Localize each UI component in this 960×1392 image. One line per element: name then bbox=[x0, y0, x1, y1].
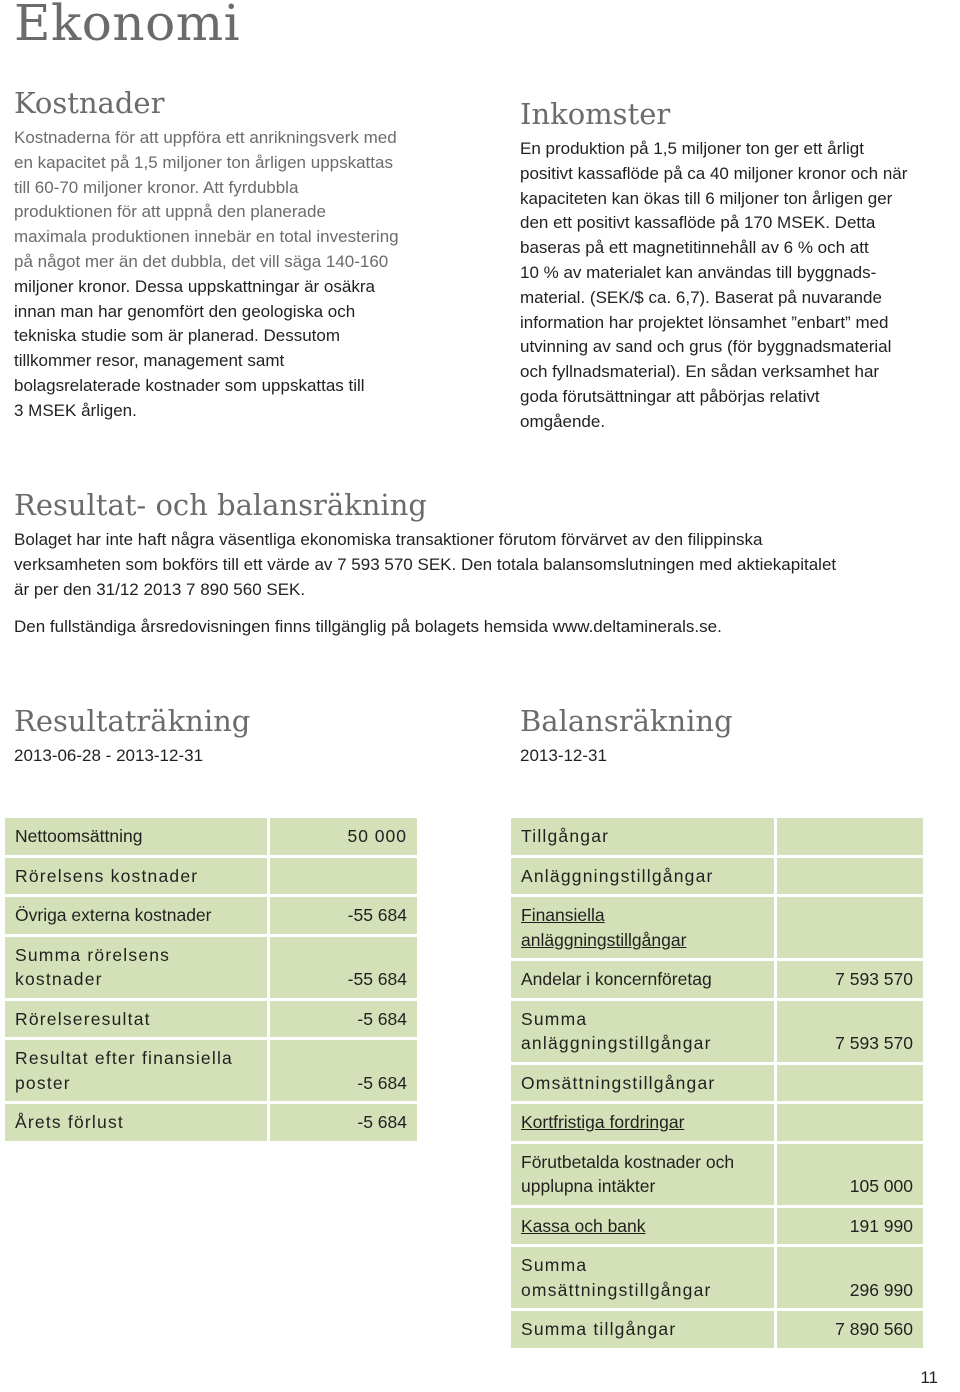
inkomster-text bbox=[520, 137, 960, 435]
text-line: goda förutsättningar att påbörjas relativt bbox=[520, 386, 820, 406]
text-line: 10 % av materialet kan användas till byggnads- bbox=[520, 262, 877, 282]
table-row bbox=[511, 858, 923, 895]
row-value: -55 684 bbox=[270, 937, 417, 998]
row-label: Övriga externa kostnader bbox=[5, 897, 267, 934]
text-line: material. (SEK/$ ca. 6,7). Baserat på nuvarande bbox=[520, 287, 882, 307]
row-label-text: Kassa och bank bbox=[521, 1215, 646, 1236]
table-row bbox=[511, 1208, 923, 1245]
row-value: -5 684 bbox=[270, 1104, 417, 1141]
row-label: Tillgångar bbox=[511, 818, 774, 855]
row-value bbox=[777, 818, 924, 855]
row-value bbox=[777, 897, 924, 958]
table-row bbox=[511, 818, 923, 855]
text-line: en kapacitet på 1,5 miljoner ton årligen uppskattas bbox=[14, 152, 393, 172]
row-label: Resultat efter finansiella poster bbox=[5, 1040, 267, 1101]
table-row bbox=[511, 1247, 923, 1308]
page-title: Ekonomi bbox=[14, 0, 241, 52]
table-row bbox=[511, 897, 923, 958]
resultatrakning-period: 2013-06-28 - 2013-12-31 bbox=[14, 746, 204, 765]
row-label: Summa omsättningstillgångar bbox=[511, 1247, 774, 1308]
table-row bbox=[511, 1144, 923, 1205]
text-line: och fyllnadsmaterial). En sådan verksamhet har bbox=[520, 362, 880, 382]
balansrakning-table bbox=[508, 815, 926, 1351]
row-value: 296 990 bbox=[777, 1247, 924, 1308]
row-label: Summa tillgångar bbox=[511, 1311, 774, 1348]
kostnader-text bbox=[14, 126, 462, 424]
row-value: 105 000 bbox=[777, 1144, 924, 1205]
row-value bbox=[270, 858, 417, 895]
text-line: 3 MSEK årligen. bbox=[14, 400, 137, 420]
text-line: baseras på ett magnetitinnehåll av 6 % och att bbox=[520, 238, 869, 258]
text-line: information har projektet lönsamhet ”enbart” med bbox=[520, 312, 889, 332]
resultatrakning-heading: Resultaträkning bbox=[14, 704, 251, 738]
table-row bbox=[5, 1040, 417, 1101]
row-value: 191 990 bbox=[777, 1208, 924, 1245]
table-row bbox=[5, 1001, 417, 1038]
row-label: Förutbetalda kostnader och upplupna intäkter bbox=[511, 1144, 774, 1205]
resultatrakning-table bbox=[2, 815, 420, 1144]
kostnader-section bbox=[14, 86, 462, 424]
text-line: verksamheten som bokförs till ett värde av 7 593 570 SEK. Den totala balansomslutningen med aktiekapitalet bbox=[14, 554, 837, 574]
row-value: -55 684 bbox=[270, 897, 417, 934]
row-label: Rörelsens kostnader bbox=[5, 858, 267, 895]
row-value: 7 593 570 bbox=[777, 1001, 924, 1062]
table-row bbox=[511, 1065, 923, 1102]
row-value: 7 593 570 bbox=[777, 961, 924, 998]
table-row bbox=[5, 1104, 417, 1141]
table-row bbox=[5, 818, 417, 855]
row-label-text: Finansiella anläggningstillgångar bbox=[521, 905, 687, 950]
text-line: miljoner kronor. Dessa uppskattningar är osäkra bbox=[14, 276, 375, 296]
table-row bbox=[511, 961, 923, 998]
row-label bbox=[511, 897, 774, 958]
row-value bbox=[777, 1065, 924, 1102]
row-label-text: Kortfristiga fordringar bbox=[521, 1112, 685, 1132]
text-line: bolagsrelaterade kostnader som uppskattas till bbox=[14, 375, 365, 395]
row-value: 50 000 bbox=[270, 818, 417, 855]
balansrakning-heading: Balansräkning bbox=[520, 704, 733, 738]
row-label bbox=[511, 1104, 774, 1141]
text-line: den ett positivt kassaflöde på 170 MSEK. Detta bbox=[520, 213, 876, 233]
text-line: kapaciteten kan ökas till 6 miljoner ton årligen ger bbox=[520, 188, 893, 208]
table-row bbox=[5, 937, 417, 998]
row-label bbox=[511, 1208, 774, 1245]
page-number: 11 bbox=[920, 1368, 938, 1387]
text-line: innan man har genomfört den geologiska och bbox=[14, 301, 356, 321]
text-line: på något mer än det dubbla, det vill säga 140-160 bbox=[14, 251, 389, 271]
row-label: Rörelseresultat bbox=[5, 1001, 267, 1038]
row-value bbox=[777, 858, 924, 895]
resultat-balans-section bbox=[14, 488, 949, 640]
row-value bbox=[777, 1104, 924, 1141]
row-label: Nettoomsättning bbox=[5, 818, 267, 855]
text-line: omgående. bbox=[520, 411, 606, 431]
text-line: till 60-70 miljoner kronor. Att fyrdubbla bbox=[14, 177, 299, 197]
row-label: Anläggningstillgångar bbox=[511, 858, 774, 895]
balansrakning-period: 2013-12-31 bbox=[520, 746, 607, 765]
row-label: Årets förlust bbox=[5, 1104, 267, 1141]
text-line: Bolaget har inte haft några väsentliga ekonomiska transaktioner förutom förvärvet av den filippinska bbox=[14, 530, 763, 549]
website-paragraph: Den fullständiga årsredovisningen finns tillgänglig på bolagets hemsida www.deltaminerals.se. bbox=[14, 617, 722, 637]
text-line: tillkommer resor, management samt bbox=[14, 351, 285, 371]
resultat-balans-heading: Resultat- och balansräkning bbox=[14, 488, 427, 522]
resultatrakning-header bbox=[14, 704, 250, 766]
table-row bbox=[511, 1001, 923, 1062]
row-value: -5 684 bbox=[270, 1040, 417, 1101]
text-line: Kostnaderna för att uppföra ett anrikningsverk med bbox=[14, 128, 397, 147]
text-line: En produktion på 1,5 miljoner ton ger ett årligt bbox=[520, 139, 864, 158]
text-line: maximala produktionen innebär en total investering bbox=[14, 227, 399, 247]
row-value: 7 890 560 bbox=[777, 1311, 924, 1348]
row-value: -5 684 bbox=[270, 1001, 417, 1038]
kostnader-heading: Kostnader bbox=[14, 86, 165, 120]
row-label: Andelar i koncernföretag bbox=[511, 961, 774, 998]
inkomster-heading: Inkomster bbox=[520, 97, 671, 131]
resultat-balans-paragraph bbox=[14, 528, 949, 602]
text-line: är per den 31/12 2013 7 890 560 SEK. bbox=[14, 579, 306, 599]
row-label: Omsättningstillgångar bbox=[511, 1065, 774, 1102]
row-label: Summa rörelsens kostnader bbox=[5, 937, 267, 998]
table-row bbox=[511, 1311, 923, 1348]
text-line: produktionen för att uppnå den planerade bbox=[14, 202, 326, 222]
row-label: Summa anläggningstillgångar bbox=[511, 1001, 774, 1062]
text-line: utvinning av sand och grus (för byggnadsmaterial bbox=[520, 337, 892, 357]
inkomster-section bbox=[520, 97, 960, 435]
table-row bbox=[5, 858, 417, 895]
balansrakning-header bbox=[520, 704, 733, 766]
text-line: tekniska studie som är planerad. Dessutom bbox=[14, 326, 340, 346]
table-row bbox=[511, 1104, 923, 1141]
text-line: positivt kassaflöde på ca 40 miljoner kronor och när bbox=[520, 163, 908, 183]
table-row bbox=[5, 897, 417, 934]
